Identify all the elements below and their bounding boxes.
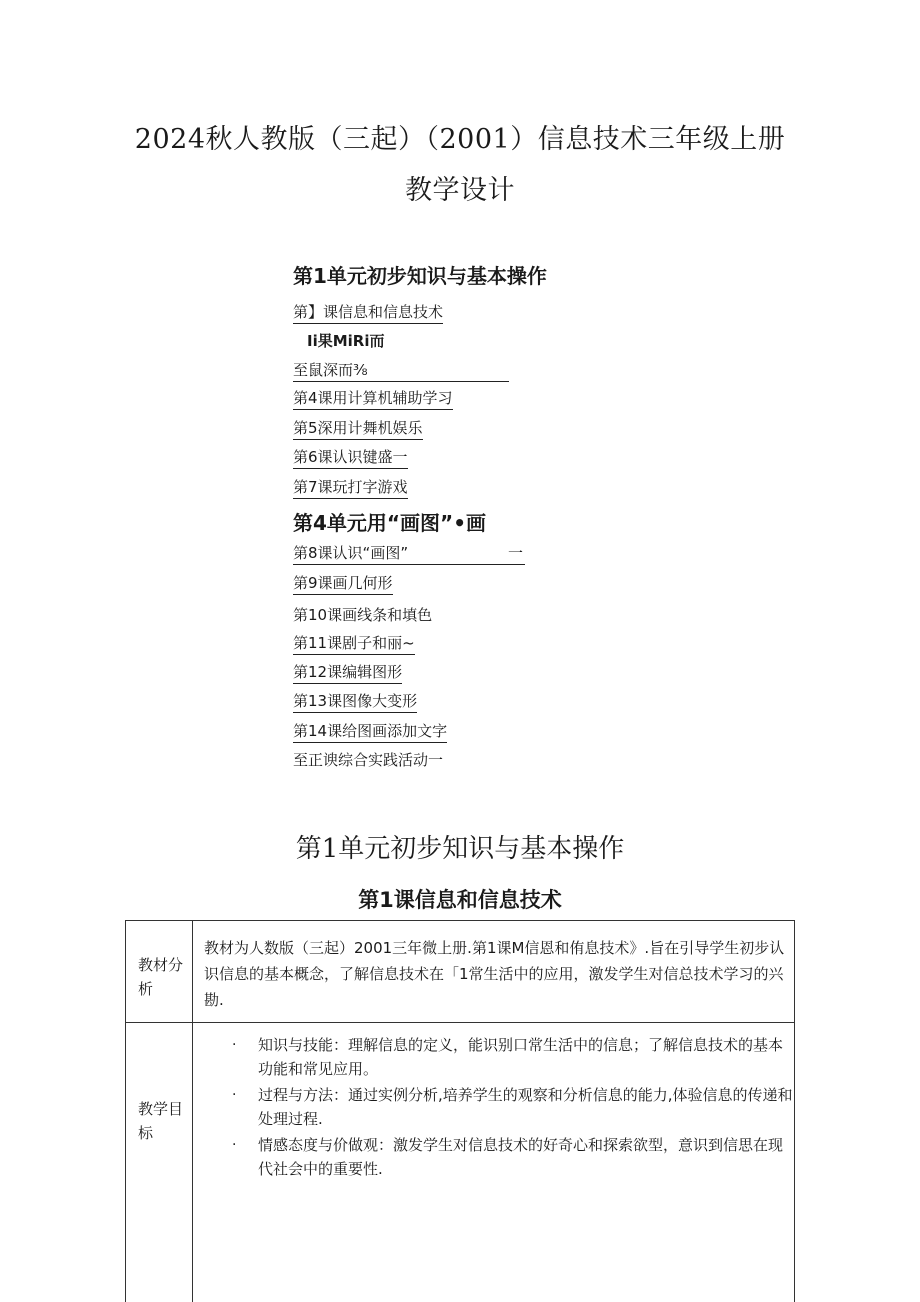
toc-lesson-7[interactable]: 第7课玩打字游戏 [293,476,408,499]
lesson-plan-table [125,920,795,1302]
toc-lesson-2[interactable]: Ii果MiRi而 [307,332,385,350]
unit-heading: 第1单元初步知识与基本操作 [295,834,625,864]
toc-lesson-10[interactable]: 第10课画线条和填色 [293,606,433,624]
toc-lesson-13[interactable]: 第13课图像大变形 [293,690,417,713]
goal-text: 过程与方法：通过实例分析,培养学生的观察和分析信息的能力,体验信息的传递和处理过程. [258,1086,793,1128]
toc-unit-4[interactable]: 第4单元用“画图”•画 [293,511,486,535]
toc-lesson-9[interactable]: 第9课画几何形 [293,572,393,595]
goal-item [232,1083,794,1131]
toc-lesson-11[interactable]: 第11课剧子和丽~ [293,632,415,655]
toc-lesson-6[interactable]: 第6课认识键盛一 [293,446,408,469]
toc-lesson-1[interactable]: 第】课信息和信息技术 [293,301,443,324]
toc-lesson-4[interactable]: 第4课用计算机辅助学习 [293,387,453,410]
toc-activity[interactable]: 至正谀综合实践活动一 [293,751,444,769]
toc-unit-1[interactable]: 第1单元初步知识与基本操作 [293,264,547,288]
bullet-icon: · [232,1087,237,1103]
table-row-divider [126,1022,794,1023]
teaching-goals-list [232,1033,794,1183]
bullet-icon: · [232,1037,237,1053]
goal-text: 知识与技能：理解信息的定义，能识别口常生活中的信息；了解信息技术的基本功能和常见应用。 [258,1036,784,1078]
material-analysis-text: 教材为人数版（三起）2001三年微上册.第1课M信恩和侑息技术》.旨在引导学生初步认识信息的基本概念，了解信息技术在「1常生活中的应用，激发学生对信总技术学习的兴勘. [204,939,785,1009]
toc-lesson-14[interactable]: 第14课给图画添加文字 [293,720,447,743]
label-teaching-goals: 教学目标 [138,1100,184,1142]
toc-lesson-8-dash: 一 [507,544,523,562]
table-column-divider [192,921,193,1302]
toc-lesson-12[interactable]: 第12课编辑图形 [293,661,402,684]
goal-item [232,1133,794,1181]
toc-lesson-5[interactable]: 第5深用计舞机娱乐 [293,417,423,440]
bullet-icon: · [232,1137,237,1153]
label-material-analysis: 教材分析 [138,956,184,998]
document-subtitle: 教学设计 [405,175,515,206]
toc-lesson-3[interactable]: 至鼠深而⅜ [293,359,509,382]
goal-text: 情感态度与价做观：激发学生对信息技术的好奇心和探索欲型，意识到信思在现代社会中的重要性. [258,1136,784,1178]
document-title: 2024秋人教版（三起）（2001）信息技术三年级上册 [134,124,786,155]
toc-lesson-8-label: 第8课认识“画图” [293,544,409,562]
goal-item [232,1033,794,1081]
lesson-heading: 第1课信息和信息技术 [358,888,562,912]
toc-lesson-8[interactable] [293,542,525,565]
